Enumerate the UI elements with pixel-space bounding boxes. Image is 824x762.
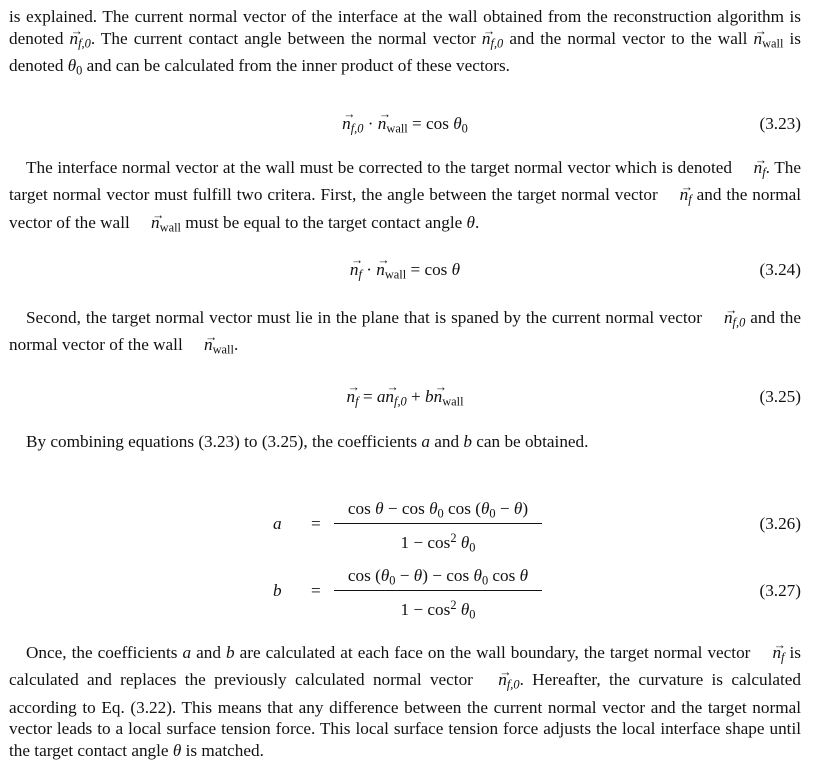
paragraph-5-text-5: . Hereafter, the curvature is calculated according to Eq. (3.22). This means that any difference between the current normal vector and the target normal vector leads to a local surface tension force. This local surface tension force adjusts the local interface shape until the target contact angle xyxy=(9,670,801,761)
subscript-f: f xyxy=(762,165,766,180)
subscript-f: f xyxy=(781,650,785,665)
fraction-b xyxy=(332,564,544,622)
equation-number-3-26: (3.26) xyxy=(759,514,801,533)
digit-one: 1 xyxy=(400,532,410,552)
vector-n-f0: → n xyxy=(70,28,79,50)
symbol-theta: θ xyxy=(451,260,461,279)
subscript-f0: f,0 xyxy=(506,677,520,692)
paragraph-3-text-3: . xyxy=(233,335,239,355)
paragraph-3-text-1: Second, the target normal vector must lie in the plane that is spaned by the current normal vector xyxy=(26,308,707,327)
symbol-theta: θ xyxy=(375,499,384,518)
plus-sign: + xyxy=(411,387,421,406)
symbol-theta: θ xyxy=(413,566,423,585)
paragraph-5-text-6: is matched. xyxy=(181,741,264,761)
cos-function: cos xyxy=(446,566,474,585)
vector-n-wall: → n xyxy=(378,114,387,134)
subscript-f0: f,0 xyxy=(490,36,504,51)
vector-n-wall: → n xyxy=(187,334,213,356)
equation-3-26 xyxy=(9,497,801,557)
fraction-a xyxy=(332,497,544,555)
minus-sign: − xyxy=(413,532,424,552)
subscript-wall: wall xyxy=(386,121,408,136)
paragraph-4 xyxy=(9,431,801,453)
subscript-zero: 0 xyxy=(481,573,489,588)
equation-number-3-23: (3.23) xyxy=(759,114,801,133)
symbol-theta: θ xyxy=(473,566,482,585)
subscript-f0: f,0 xyxy=(732,315,746,330)
subscript-f: f xyxy=(688,192,692,207)
symbol-theta: θ xyxy=(466,212,475,232)
vector-n-f: → n xyxy=(663,184,689,206)
subscript-f: f xyxy=(355,394,359,409)
coefficient-b: b xyxy=(425,387,434,406)
symbol-theta: θ xyxy=(460,532,470,552)
equation-3-23 xyxy=(9,110,801,140)
cos-function: cos xyxy=(424,260,452,279)
paragraph-5 xyxy=(9,642,801,762)
vector-n-wall: → n xyxy=(754,28,763,50)
subscript-wall: wall xyxy=(442,394,464,409)
paragraph-2 xyxy=(9,157,801,239)
equals-sign: = xyxy=(410,260,421,279)
vector-n-f0: → n xyxy=(482,28,491,50)
symbol-theta: θ xyxy=(519,566,529,585)
equals-sign: = xyxy=(362,387,373,406)
cos-function: cos xyxy=(492,566,520,585)
vector-n-f: → n xyxy=(346,387,355,407)
coefficient-a: a xyxy=(376,387,386,406)
equation-number-3-24: (3.24) xyxy=(759,260,801,279)
dot-operator: · xyxy=(367,114,374,133)
digit-one: 1 xyxy=(400,599,410,619)
subscript-wall: wall xyxy=(762,36,784,51)
vector-n-f: → n xyxy=(755,642,781,664)
equation-number-3-25: (3.25) xyxy=(759,387,801,406)
vector-n-f0: → n xyxy=(707,307,733,329)
vector-n-wall: → n xyxy=(134,212,160,234)
subscript-f: f xyxy=(358,267,362,282)
paragraph-1-text-3: and the normal vector to the wall xyxy=(503,28,754,48)
cos-function: cos xyxy=(427,532,451,552)
vector-n-f0: → n xyxy=(385,387,394,407)
right-paren: ) xyxy=(522,499,529,518)
cos-function: cos xyxy=(448,499,476,518)
cos-function: cos xyxy=(401,499,430,518)
paragraph-4-text-1: By combining equations (3.23) to (3.25), the coefficients xyxy=(26,432,422,451)
subscript-zero: 0 xyxy=(469,540,476,555)
subscript-f0: f,0 xyxy=(78,36,91,51)
paragraph-1-text-1: is explained. The current normal vector of the interface at the wall obtained from the reconstruction algorithm is denoted xyxy=(9,7,801,48)
equation-number-3-27: (3.27) xyxy=(759,581,801,600)
equals-sign: = xyxy=(311,581,321,600)
symbol-theta: θ xyxy=(172,741,182,761)
paragraph-1-text-5: and can be calculated from the inner product of these vectors. xyxy=(82,56,510,76)
equation-3-24 xyxy=(9,256,801,286)
equation-3-24-body xyxy=(9,260,801,282)
subscript-wall: wall xyxy=(159,219,181,234)
subscript-zero: 0 xyxy=(469,607,476,622)
paragraph-1 xyxy=(9,6,801,82)
vector-n-f: → n xyxy=(350,260,359,280)
paragraph-2-text-4: must be equal to the target contact angle xyxy=(180,212,467,232)
vector-n-wall: → n xyxy=(376,260,385,280)
fraction-a-denominator xyxy=(332,524,544,555)
coefficient-b: b xyxy=(273,581,282,600)
superscript-two: 2 xyxy=(450,598,457,612)
symbol-theta: θ xyxy=(453,114,462,133)
paragraph-2-text-2: . The target normal vector must fulfill two critera. First, the angle between the target normal vector xyxy=(9,158,801,205)
equation-3-25 xyxy=(9,383,801,413)
coefficient-a: a xyxy=(182,643,192,662)
vector-n-f: → n xyxy=(737,157,763,179)
coefficient-a: a xyxy=(421,432,430,451)
coefficient-b: b xyxy=(225,643,235,662)
paragraph-2-text-5: . xyxy=(474,212,480,232)
paragraph-5-text-1: Once, the coefficients xyxy=(26,643,183,662)
paragraph-1-text-4: is denoted xyxy=(9,28,801,76)
cos-function: cos xyxy=(347,499,376,518)
subscript-wall: wall xyxy=(384,267,407,282)
left-paren: ( xyxy=(375,566,381,585)
vector-n-wall: → n xyxy=(434,387,443,407)
coefficient-a: a xyxy=(273,514,282,533)
dot-operator: · xyxy=(366,260,372,279)
paragraph-5-text-3: are calculated at each face on the wall boundary, the target normal vector xyxy=(234,643,756,662)
vector-n-f0: → n xyxy=(481,669,507,691)
subscript-f0: f,0 xyxy=(394,394,407,409)
paragraph-2-text-3: and the normal vector of the wall xyxy=(9,185,801,232)
equals-sign: = xyxy=(412,114,422,133)
subscript-zero: 0 xyxy=(461,121,468,136)
minus-sign: − xyxy=(387,499,398,518)
superscript-two: 2 xyxy=(450,531,457,545)
cos-function: cos xyxy=(347,566,376,585)
paragraph-5-text-4: is calculated and replaces the previously calculated normal vector xyxy=(9,643,801,690)
minus-sign: − xyxy=(499,499,510,518)
minus-sign: − xyxy=(399,566,410,585)
equation-3-23-body xyxy=(9,114,801,136)
subscript-zero: 0 xyxy=(437,506,444,521)
equation-3-25-body xyxy=(9,387,801,409)
symbol-theta: θ xyxy=(67,56,77,76)
subscript-zero: 0 xyxy=(76,63,83,78)
coefficient-b: b xyxy=(463,432,472,451)
right-paren: ) xyxy=(422,566,428,585)
vector-n-f0: → n xyxy=(342,114,351,134)
minus-sign: − xyxy=(432,566,442,585)
paragraph-3 xyxy=(9,307,801,362)
fraction-a-numerator xyxy=(332,497,544,523)
symbol-theta: θ xyxy=(380,566,390,585)
subscript-zero: 0 xyxy=(389,573,396,588)
symbol-theta: θ xyxy=(480,499,490,518)
subscript-zero: 0 xyxy=(489,506,496,521)
symbol-theta: θ xyxy=(429,499,438,518)
equation-3-27 xyxy=(9,564,801,624)
paragraph-2-text-1: The interface normal vector at the wall must be corrected to the target normal vector which is denoted xyxy=(26,158,737,177)
paragraph-4-text-2: and xyxy=(429,432,464,451)
symbol-theta: θ xyxy=(513,499,523,518)
cos-function: cos xyxy=(427,599,451,619)
paragraph-5-text-2: and xyxy=(191,643,226,662)
symbol-theta: θ xyxy=(460,599,470,619)
paragraph-1-text-2: . The current contact angle between the normal vector xyxy=(90,28,482,48)
subscript-f0: f,0 xyxy=(350,121,364,136)
equals-sign: = xyxy=(311,514,321,533)
fraction-b-denominator xyxy=(332,591,544,622)
minus-sign: − xyxy=(413,599,424,619)
paragraph-3-text-2: and the normal vector of the wall xyxy=(9,308,801,355)
subscript-wall: wall xyxy=(212,342,234,357)
paragraph-4-text-3: can be obtained. xyxy=(472,432,589,451)
fraction-b-numerator xyxy=(332,564,544,590)
left-paren: ( xyxy=(475,499,481,518)
cos-function: cos xyxy=(426,114,454,133)
